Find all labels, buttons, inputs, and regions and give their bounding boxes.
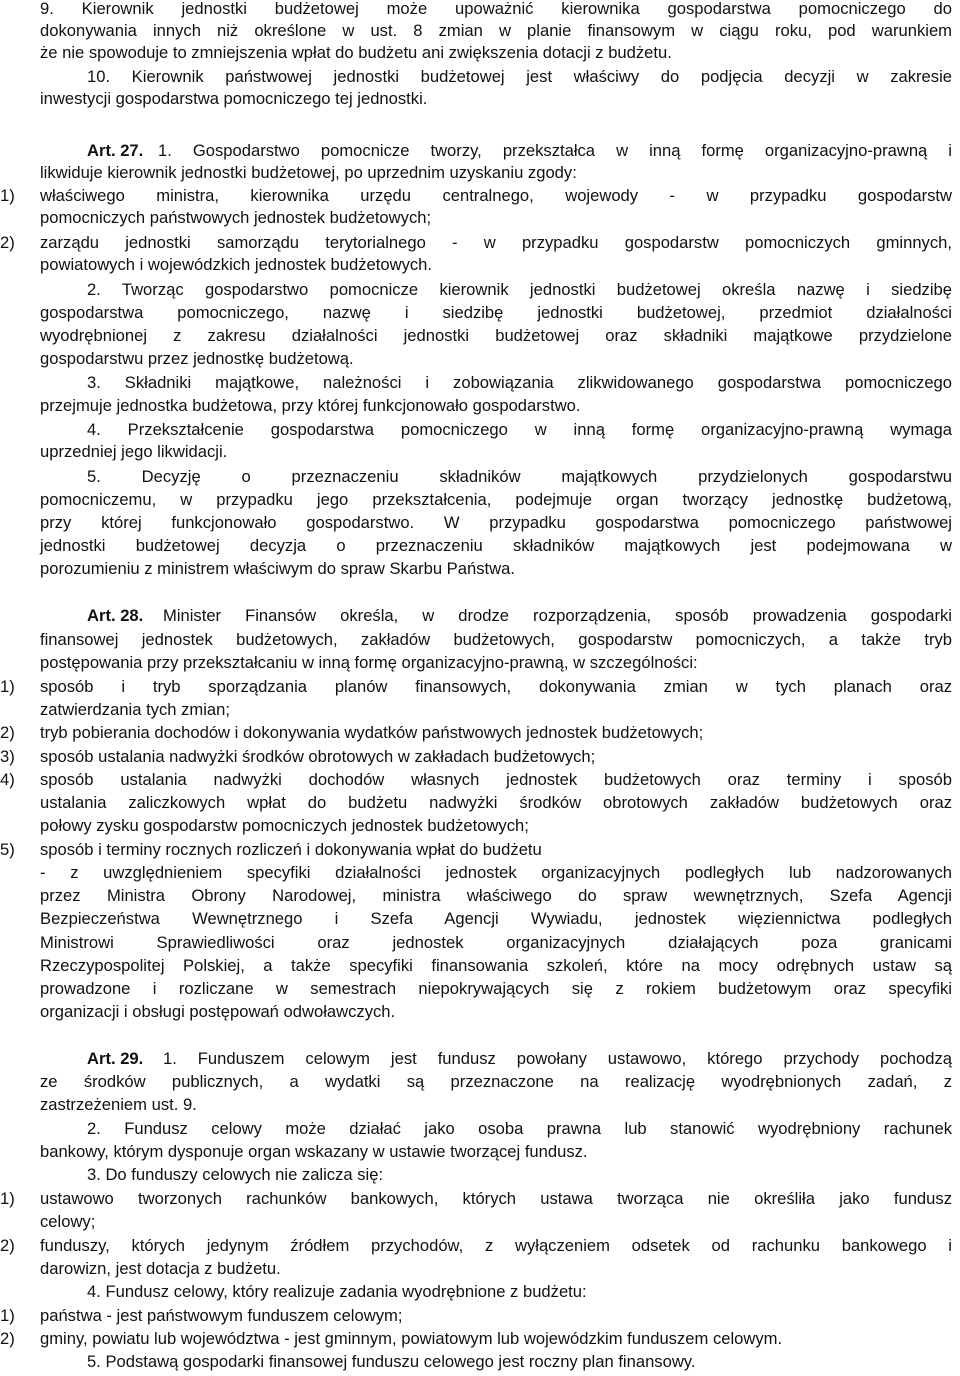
text-line: postępowania przy przekształcaniu w inną formę organizacyjno-prawną, w szczególności:	[40, 653, 698, 672]
text-line: sposób i terminy rocznych rozliczeń i dokonywania wpłat do budżetu	[40, 840, 542, 859]
text-line: Ministrowi Sprawiedliwości oraz jednostek organizacyjnych działających poza granicami	[40, 933, 952, 952]
list-number: 3)	[0, 747, 15, 766]
list-number: 2)	[0, 723, 15, 742]
article-heading: Art. 27.	[87, 141, 144, 160]
text-line: przejmuje jednostka budżetowa, przy której funkcjonowało gospodarstwo.	[40, 396, 581, 415]
list-number: 1)	[0, 677, 15, 696]
list-number: 5)	[0, 840, 15, 859]
text-line: 1. Funduszem celowym jest fundusz powołany ustawowo, którego przychody pochodzą	[163, 1049, 952, 1068]
list-number: 4)	[0, 770, 15, 789]
text-line: wyodrębnionej z zakresu działalności jednostki budżetowej oraz składniki majątkowe przydzielone	[40, 326, 952, 345]
list-number: 2)	[0, 1329, 15, 1348]
text-line: powiatowych i wojewódzkich jednostek budżetowych.	[40, 255, 433, 274]
list-number: 1)	[0, 186, 15, 205]
text-line: zarządu jednostki samorządu terytorialnego - w przypadku gospodarstw pomocniczych gminnych,	[40, 233, 952, 252]
text-line: uprzedniej jego likwidacji.	[40, 442, 228, 461]
text-line: gospodarstwa pomocniczego, nazwę i siedzibę jednostki budżetowej, przedmiot działalności	[40, 303, 952, 322]
text-line: gospodarstwu przez jednostkę budżetową.	[40, 349, 354, 368]
text-line: 4. Przekształcenie gospodarstwa pomocniczego w inną formę organizacyjno-prawną wymaga	[87, 420, 952, 439]
list-number: 2)	[0, 233, 15, 252]
text-line: Minister Finansów określa, w drodze rozporządzenia, sposób prowadzenia gospodarki	[163, 606, 952, 625]
text-line: 5. Podstawą gospodarki finansowej funduszu celowego jest roczny plan finansowy.	[87, 1352, 696, 1371]
text-line: 3. Do funduszy celowych nie zalicza się:	[87, 1165, 384, 1184]
text-line: funduszy, których jedynym źródłem przychodów, z wyłączeniem odsetek od rachunku bankowego i	[40, 1236, 952, 1255]
text-line: 3. Składniki majątkowe, należności i zobowiązania zlikwidowanego gospodarstwa pomocniczego	[87, 373, 952, 392]
text-line: 4. Fundusz celowy, który realizuje zadania wyodrębnione z budżetu:	[87, 1282, 587, 1301]
text-line: jednostki budżetowej decyzja o przeznaczeniu składników majątkowych jest podejmowana w	[40, 536, 952, 555]
text-line: likwiduje kierownik jednostki budżetowej, po uprzednim uzyskaniu zgody:	[40, 163, 577, 182]
list-number: 1)	[0, 1306, 15, 1325]
text-line: organizacji i obsługi postępowań odwoławczych.	[40, 1002, 396, 1021]
text-line: 10. Kierownik państwowej jednostki budżetowej jest właściwy do podjęcia decyzji w zakresie	[87, 67, 952, 86]
article-heading: Art. 28.	[87, 606, 144, 625]
text-line: ustawowo tworzonych rachunków bankowych, których ustawa tworząca nie określiła jako fundusz	[40, 1189, 952, 1208]
article-heading: Art. 29.	[87, 1049, 144, 1068]
list-number: 1)	[0, 1189, 15, 1208]
text-line: porozumieniu z ministrem właściwym do spraw Skarbu Państwa.	[40, 559, 515, 578]
text-line: sposób ustalania nadwyżki dochodów własnych jednostek budżetowych oraz terminy i sposób	[40, 770, 952, 789]
text-line: celowy;	[40, 1212, 96, 1231]
text-line: finansowej jednostek budżetowych, zakładów budżetowych, gospodarstw pomocniczych, a także tryb	[40, 630, 952, 649]
text-line: zatwierdzania tych zmian;	[40, 700, 230, 719]
text-line: ze środków publicznych, a wydatki są przeznaczone na realizację wyodrębnionych zadań, z	[40, 1072, 952, 1091]
text-line: przez Ministra Obrony Narodowej, ministra właściwego do spraw wewnętrznych, Szefa Agencji	[40, 886, 952, 905]
text-line: sposób i tryb sporządzania planów finansowych, dokonywania zmian w tych planach oraz	[40, 677, 952, 696]
text-line: 9. Kierownik jednostki budżetowej może upoważnić kierownika gospodarstwa pomocniczego do	[40, 0, 952, 18]
text-line: 5. Decyzję o przeznaczeniu składników majątkowych przydzielonych gospodarstwu	[87, 467, 952, 486]
text-line: pomocniczemu, w przypadku jego przekształcenia, podejmuje organ tworzący jednostkę budżetową,	[40, 490, 952, 509]
text-line: - z uwzględnieniem specyfiki działalności jednostek organizacyjnych podległych lub nadzorowanych	[40, 863, 952, 882]
list-number: 2)	[0, 1236, 15, 1255]
text-line: że nie spowoduje to zmniejszenia wpłat do budżetu ani zwiększenia dotacji z budżetu.	[40, 43, 672, 62]
text-line: połowy zysku gospodarstw pomocniczych jednostek budżetowych;	[40, 816, 529, 835]
text-line: gminy, powiatu lub województwa - jest gminnym, powiatowym lub wojewódzkim funduszem celowym.	[40, 1329, 783, 1348]
text-line: 2. Tworząc gospodarstwo pomocnicze kierownik jednostki budżetowej określa nazwę i siedzibę	[87, 280, 952, 299]
text-line: inwestycji gospodarstwa pomocniczego tej jednostki.	[40, 89, 428, 108]
text-line: właściwego ministra, kierownika urzędu centralnego, wojewody - w przypadku gospodarstw	[40, 186, 952, 205]
text-line: prowadzone i rozliczane w semestrach niepokrywających się z rokiem budżetowym oraz specyfiki	[40, 979, 952, 998]
text-line: sposób ustalania nadwyżki środków obrotowych w zakładach budżetowych;	[40, 747, 596, 766]
text-line: ustalania zaliczkowych wpłat do budżetu nadwyżki środków obrotowych zakładów budżetowych oraz	[40, 793, 952, 812]
text-line: bankowy, którym dysponuje organ wskazany w ustawie tworzącej fundusz.	[40, 1142, 588, 1161]
text-line: przy której funkcjonowało gospodarstwo. W przypadku gospodarstwa pomocniczego państwowej	[40, 513, 952, 532]
text-line: Rzeczypospolitej Polskiej, a także specyfiki finansowania szkoleń, które na mocy odrębnych ustaw są	[40, 956, 952, 975]
text-line: zastrzeżeniem ust. 9.	[40, 1095, 197, 1114]
text-line: 1. Gospodarstwo pomocnicze tworzy, przekształca w inną formę organizacyjno-prawną i	[158, 141, 952, 160]
text-line: pomocniczych państwowych jednostek budżetowych;	[40, 208, 432, 227]
text-line: Bezpieczeństwa Wewnętrznego i Szefa Agencji Wywiadu, jednostek więziennictwa podległych	[40, 909, 952, 928]
text-line: 2. Fundusz celowy może działać jako osoba prawna lub stanowić wyodrębniony rachunek	[87, 1119, 952, 1138]
text-line: dokonywania innych niż określone w ust. 8 zmian w planie finansowym w ciągu roku, pod warunkiem	[40, 21, 952, 40]
text-line: darowizn, jest dotacja z budżetu.	[40, 1259, 281, 1278]
text-line: tryb pobierania dochodów i dokonywania wydatków państwowych jednostek budżetowych;	[40, 723, 704, 742]
text-line: państwa - jest państwowym funduszem celowym;	[40, 1306, 403, 1325]
